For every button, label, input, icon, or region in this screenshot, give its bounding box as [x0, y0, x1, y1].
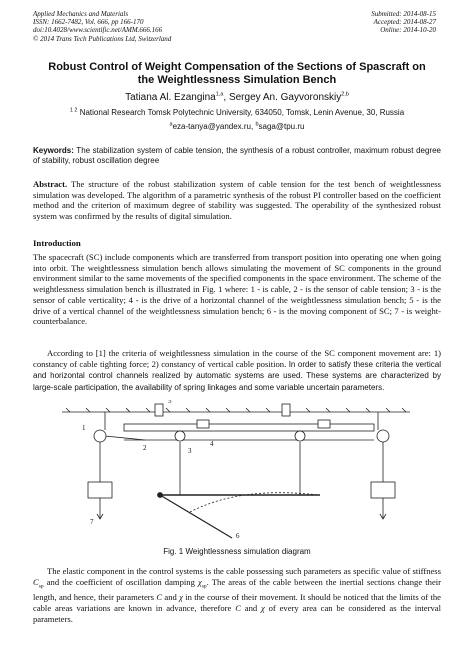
keywords: [33, 146, 441, 166]
fig-label-7: 7: [90, 518, 94, 526]
author-separator: ,: [223, 92, 229, 103]
symbol-c: C: [156, 592, 163, 603]
moving-arm: [160, 495, 232, 538]
tension-sensor-left: [197, 420, 209, 428]
left-pulley: [94, 430, 106, 442]
abstract: [33, 179, 441, 222]
email-a-sup: a: [169, 121, 173, 128]
affiliation-text: National Research Tomsk Polytechnic University, 634050, Tomsk, Lenin Avenue, 30, Russia: [77, 108, 405, 117]
left-counterweight: [88, 482, 112, 498]
drive-box-left: [155, 404, 163, 416]
fig-label-2: 2: [143, 444, 147, 452]
author-2-sup: 2,b: [341, 91, 349, 98]
keywords-label: Keywords:: [33, 146, 74, 155]
submitted-date: Submitted: 2014-08-15: [371, 10, 436, 18]
email-a[interactable]: eza-tanya@yandex.ru: [172, 122, 251, 131]
authors: [30, 92, 444, 103]
symbol-chi: χ: [179, 592, 183, 603]
accepted-date: Accepted: 2014-08-27: [373, 18, 436, 27]
figure-caption: Fig. 1 Weightlessness simulation diagram: [163, 547, 311, 556]
journal-header: [33, 10, 171, 43]
affiliation-sup: 1 2: [69, 107, 78, 114]
paper-title: [30, 61, 444, 87]
fig-label-4: 4: [210, 440, 214, 448]
abstract-text: The structure of the robust stabilization system of cable tension for the test bench of weightlessness simulation was developed. The algorithm of a parametric synthesis of the robust PI controller based on the coefficient method and the criterion of maximum degree of stability was suggested. The operability of the synthesized robust system was confirmed by the results of digital simulation.: [33, 179, 441, 222]
fig-label-6: 6: [236, 532, 240, 540]
final-paragraph: [33, 566, 441, 624]
email-b[interactable]: saga@tpu.ru: [258, 122, 305, 131]
keywords-text: The stabilization system of cable tension, the synthesis of a robust controller, maximum robust degree of stability, robust oscillation degree: [33, 146, 441, 165]
pulley-2: [295, 431, 305, 441]
final-p5: in the course of their movement. It should be noticed that the limits of the cable areas variations are known in advance, therefore: [33, 592, 441, 613]
affiliation: [30, 108, 444, 117]
left-cable-link: [105, 436, 145, 440]
intro-paragraph-2-serif: According to [1] the criteria of weightlessness simulation in the course of the SC component movement are: 1) constancy of cable tighting force; 2) constancy of vertical cable position.: [33, 348, 441, 369]
emails: [30, 122, 444, 131]
final-p2: and the coefficient of oscillation damping: [43, 576, 198, 587]
tension-sensor-right: [318, 420, 330, 428]
author-2: Sergey An. Gayvoronskiy: [228, 92, 342, 103]
horizontal-rail: [124, 424, 374, 431]
symbol-c-sp: C: [33, 576, 39, 587]
drive-box-right: [282, 404, 290, 416]
symbol-chi-sub: sp: [201, 583, 207, 590]
journal-doi: doi:10.4028/www.scientific.net/AMM.666.166: [33, 26, 163, 35]
fig-label-5: 5: [168, 400, 172, 405]
final-p3: . The areas of the cable between the inertial sections change their length, and hence, their parameters: [33, 576, 442, 603]
symbol-chi-2: χ: [261, 602, 265, 613]
author-1: Tatiana Al. Ezangina: [125, 92, 216, 103]
journal-issn: ISSN: 1662-7482, Vol. 666, pp 166-170: [33, 18, 144, 27]
intro-paragraph-2-sans: In order to satisfy these criteria the vertical and horizontal control channels realized by automatic systems are used. These systems are characterized by large-scale participation, the availability of spring linkages and some variable uncertain parameters.: [33, 359, 442, 393]
hinge-left: [158, 493, 163, 498]
symbol-chi-sp: χ: [198, 576, 202, 587]
paper-title-line2: the Weightlessness Simulation Bench: [137, 74, 337, 86]
author-1-sup: 1,a: [215, 91, 224, 98]
pulley-1: [175, 431, 185, 441]
email-b-sup: b: [255, 121, 259, 128]
final-p7: of every area can be considered as the interval parameters.: [33, 602, 441, 624]
final-p4: and: [162, 592, 180, 603]
fig-label-3: 3: [188, 447, 192, 455]
email-separator: ,: [251, 122, 256, 131]
journal-name: Applied Mechanics and Materials: [33, 10, 129, 18]
online-date: Online: 2014-10-20: [380, 26, 436, 35]
weightlessness-diagram: [60, 400, 420, 542]
dates-header: [371, 10, 436, 35]
symbol-c-2: C: [235, 602, 241, 613]
fig-label-1: 1: [82, 424, 86, 432]
intro-paragraph-2: [33, 348, 441, 394]
right-counterweight: [371, 482, 395, 498]
right-pulley: [377, 430, 389, 442]
ceiling-hatching: [66, 408, 406, 412]
introduction-heading: Introduction: [33, 238, 81, 248]
final-p1: The elastic component in the control systems is the cable possessing such parameters as specific value of stiffness: [47, 566, 441, 576]
paper-title-line1: Robust Control of Weight Compensation of the Sections of Spascraft on: [48, 61, 426, 73]
abstract-label: Abstract.: [33, 179, 68, 189]
symbol-c-sub: sp: [38, 583, 44, 590]
journal-copyright: © 2014 Trans Tech Publications Ltd, Switzerland: [33, 34, 172, 43]
intro-paragraph-1: The spacecraft (SC) include components which are transferred from transport position into operating one when going into orbit. The weightlessness simulation bench allows simulating the movement of SC components in the ground environment similar to the same movements of the specified components in the space environment. The scheme of the weightlessness simulation bench is illustrated in Fig. 1 where: 1 - is cable, 2 - is the sensor of cable tension; 3 - is the sensor of cable verticality; 4 - is the drive of a horizontal channel of the weightlessness simulation bench; 5 - is the drive of a vertical channel of the weightlessness simulation bench; 6 - is the moving component of SC; 7 - is weight- counterbalance.: [33, 252, 441, 327]
final-p6: and: [240, 602, 261, 613]
